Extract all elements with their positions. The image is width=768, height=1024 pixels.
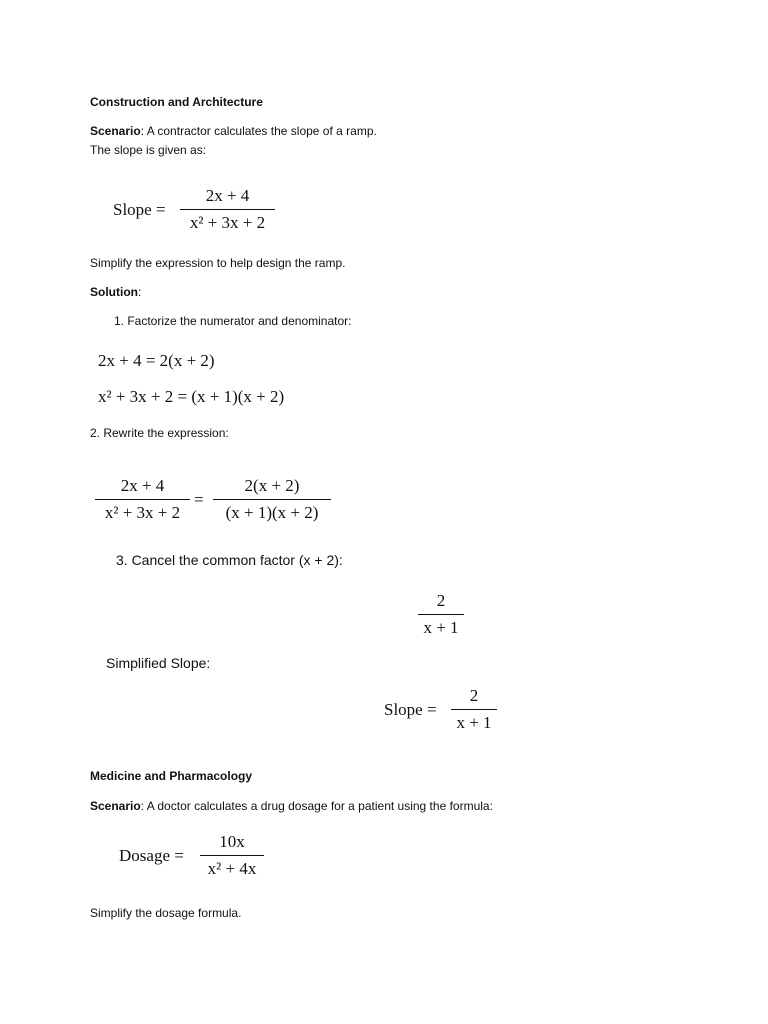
equals-sign: = — [194, 490, 204, 509]
factor-denominator-equation: x² + 3x + 2 = (x + 1)(x + 2) — [98, 387, 285, 406]
fraction-bar — [95, 499, 190, 500]
rewrite-left-denominator: x² + 3x + 2 — [104, 503, 181, 522]
factor-numerator-equation: 2x + 4 = 2(x + 2) — [98, 351, 215, 370]
scenario-line-2 — [90, 799, 493, 814]
scenario-text: : A doctor calculates a drug dosage for a patient using the formula: — [140, 799, 493, 813]
solution-colon: : — [138, 285, 142, 299]
fraction-bar — [451, 709, 497, 710]
final-slope-lhs: Slope = — [384, 700, 437, 719]
scenario-text: : A contractor calculates the slope of a ramp. — [140, 124, 377, 138]
rewrite-fraction-left — [95, 476, 190, 523]
rewrite-fraction-right — [213, 476, 331, 523]
rewrite-right-numerator: 2(x + 2) — [244, 476, 300, 495]
rewrite-left-numerator: 2x + 4 — [120, 476, 165, 495]
section-heading-medicine: Medicine and Pharmacology — [90, 769, 253, 783]
dosage-numerator: 10x — [219, 832, 245, 851]
slope-fraction — [180, 186, 275, 233]
final-numerator: 2 — [469, 686, 479, 705]
scenario-label: Scenario — [90, 124, 141, 138]
fraction-bar — [213, 499, 331, 500]
cancelled-numerator: 2 — [436, 591, 446, 610]
fraction-bar — [180, 209, 275, 210]
dosage-equation-lhs: Dosage = — [119, 846, 184, 865]
dosage-task-text: Simplify the dosage formula. — [90, 906, 242, 920]
final-slope-fraction — [451, 686, 497, 733]
slope-equation-lhs: Slope = — [113, 200, 166, 219]
scenario-line — [90, 124, 377, 139]
slope-numerator: 2x + 4 — [205, 186, 250, 205]
simplified-slope-label: Simplified Slope: — [106, 655, 211, 671]
slope-denominator: x² + 3x + 2 — [189, 213, 266, 232]
dosage-fraction — [200, 832, 264, 879]
fraction-bar — [418, 614, 464, 615]
final-denominator: x + 1 — [456, 713, 492, 732]
task-text: Simplify the expression to help design the ramp. — [90, 256, 346, 270]
cancelled-denominator: x + 1 — [423, 618, 459, 637]
step-1: 1. Factorize the numerator and denominator: — [114, 314, 352, 328]
section-heading-construction: Construction and Architecture — [90, 95, 263, 109]
cancelled-fraction — [418, 591, 464, 638]
solution-line — [90, 285, 141, 300]
solution-label: Solution — [90, 285, 138, 299]
slope-given-line: The slope is given as: — [90, 143, 207, 157]
dosage-denominator: x² + 4x — [207, 859, 257, 878]
step-2: 2. Rewrite the expression: — [90, 426, 229, 440]
step-3: 3. Cancel the common factor (x + 2): — [116, 552, 343, 568]
rewrite-right-denominator: (x + 1)(x + 2) — [225, 503, 319, 522]
scenario-label: Scenario — [90, 799, 141, 813]
fraction-bar — [200, 855, 264, 856]
